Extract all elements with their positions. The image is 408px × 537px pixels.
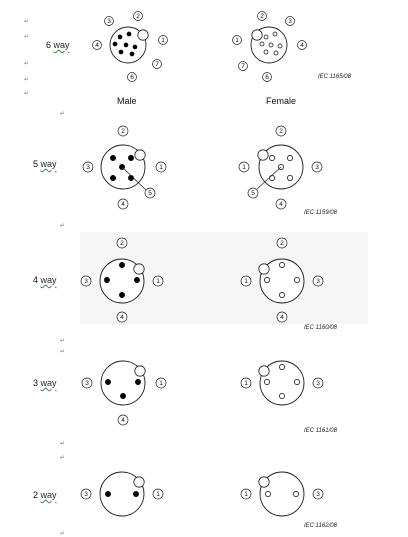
connector-keyway — [259, 264, 269, 274]
paragraph-mark: ↵ — [60, 454, 66, 461]
pin-number-text: 7 — [155, 61, 159, 69]
male-pin — [119, 292, 124, 297]
male-pin — [128, 175, 133, 180]
connector-keyway — [259, 477, 269, 487]
pin-number-text: 2 — [136, 13, 140, 21]
pin-number-text: 4 — [95, 42, 99, 50]
paragraph-mark: ↵ — [24, 90, 30, 97]
female-socket — [279, 292, 284, 297]
pin-number-text: 4 — [120, 314, 124, 322]
pin-number-text: 3 — [84, 278, 88, 286]
pin-number-text: 1 — [244, 380, 248, 388]
female-socket — [264, 277, 269, 282]
pin-number-text: 6 — [265, 74, 269, 82]
way-number: 5 — [33, 159, 39, 169]
connector-keyway — [135, 366, 145, 376]
iec-reference-6way: IEC 1165/08 — [318, 74, 351, 80]
paragraph-mark: ↵ — [24, 76, 30, 83]
male-connector-3way — [82, 361, 166, 425]
female-header: Female — [266, 96, 297, 106]
paragraph-mark: ↵ — [60, 110, 66, 117]
female-socket — [287, 155, 292, 160]
male-pin — [133, 45, 137, 49]
pin-number-text: 1 — [161, 37, 165, 45]
iec-reference-3way: IEC 1161/08 — [304, 428, 337, 434]
pin-number-text: 2 — [121, 128, 125, 136]
paragraph-mark: ↵ — [24, 33, 30, 40]
female-socket — [279, 364, 284, 369]
pin-number-text: 4 — [280, 314, 284, 322]
female-socket — [269, 43, 273, 47]
male-pin — [128, 155, 133, 160]
female-socket — [264, 379, 269, 384]
connector-keyway — [138, 30, 148, 40]
way-word: way — [40, 275, 57, 285]
iec-reference-2way: IEC 1162/08 — [304, 523, 337, 529]
male-pin — [118, 35, 122, 39]
way-number: 4 — [33, 275, 39, 285]
pin-number-text: 3 — [316, 380, 320, 388]
female-socket — [265, 491, 270, 496]
pin-number-text: 4 — [300, 42, 304, 50]
way-label-5 — [33, 159, 57, 169]
male-pin — [127, 32, 131, 36]
male-pin — [124, 43, 128, 47]
pin-number-text: 2 — [280, 240, 284, 248]
connector-keyway — [252, 30, 262, 40]
female-socket — [279, 262, 284, 267]
male-pin — [135, 379, 140, 384]
male-pin — [104, 277, 109, 282]
male-pin — [134, 277, 139, 282]
paragraph-mark: ↵ — [60, 222, 66, 229]
connector-keyway — [134, 477, 144, 487]
way-number: 6 — [46, 40, 52, 50]
pin-number-text: 3 — [315, 164, 319, 172]
pin-number-text: 1 — [156, 491, 160, 499]
pin-number-text: 6 — [130, 74, 134, 82]
female-socket — [274, 51, 278, 55]
male-pin — [110, 155, 115, 160]
female-socket — [264, 50, 268, 54]
male-pin — [119, 50, 123, 54]
male-pin — [133, 491, 138, 496]
male-pin — [130, 52, 134, 56]
male-pin — [113, 42, 117, 46]
male-pin — [105, 491, 110, 496]
pin-number-text: 3 — [107, 18, 111, 26]
way-number: 3 — [33, 378, 39, 388]
male-pin — [105, 379, 110, 384]
paragraph-mark: ↵ — [60, 440, 66, 447]
female-connector-6way — [233, 12, 307, 82]
male-pin — [110, 175, 115, 180]
male-header: Male — [117, 96, 137, 106]
pin-number-text: 1 — [244, 278, 248, 286]
pin-number-text: 2 — [279, 128, 283, 136]
pin-number-text: 1 — [159, 380, 163, 388]
paragraph-mark: ↵ — [24, 60, 30, 67]
female-socket — [287, 175, 292, 180]
iec-reference-5way: IEC 1159/08 — [304, 210, 337, 216]
female-socket — [293, 491, 298, 496]
way-word: way — [53, 40, 70, 50]
female-socket — [269, 175, 274, 180]
female-connector-2way — [241, 472, 323, 516]
connector-keyway — [258, 150, 268, 160]
female-socket — [294, 277, 299, 282]
way-label-6 — [46, 40, 70, 50]
way-word: way — [40, 159, 57, 169]
male-connector-5way — [83, 126, 166, 209]
way-label-2 — [33, 490, 57, 500]
pin-number-text: 4 — [121, 417, 125, 425]
pin-number-text: 2 — [260, 13, 264, 21]
pin-number-text: 5 — [251, 190, 255, 198]
pin-number-text: 4 — [279, 201, 283, 209]
pin-number-text: 1 — [159, 164, 163, 172]
connector-keyway — [259, 366, 269, 376]
paragraph-mark: ↵ — [24, 18, 30, 25]
male-pin — [119, 262, 124, 267]
way-word: way — [40, 378, 57, 388]
female-socket — [273, 32, 277, 36]
pin-number-text: 3 — [84, 491, 88, 499]
male-connector-2way — [81, 472, 163, 516]
pin-number-text: 3 — [316, 491, 320, 499]
pin-number-text: 1 — [156, 278, 160, 286]
female-socket — [269, 155, 274, 160]
female-connector-5way — [239, 126, 322, 209]
pin-number-text: 1 — [244, 491, 248, 499]
pin-number-text: 4 — [121, 201, 125, 209]
female-socket — [264, 35, 268, 39]
pin-number-text: 3 — [85, 380, 89, 388]
male-connector-6way — [93, 12, 168, 82]
pin-number-text: 7 — [241, 63, 245, 71]
female-connector-3way — [241, 361, 323, 405]
pin-number-text: 3 — [86, 164, 90, 172]
pin-number-text: 3 — [316, 278, 320, 286]
female-socket — [278, 44, 282, 48]
way-word: way — [40, 490, 57, 500]
way-label-4 — [33, 275, 57, 285]
pin-number-text: 1 — [242, 164, 246, 172]
pin-number-text: 2 — [120, 240, 124, 248]
pin-number-text: 5 — [148, 190, 152, 198]
female-socket — [294, 379, 299, 384]
iec-reference-4way: IEC 1160/08 — [304, 325, 337, 331]
female-socket — [279, 393, 284, 398]
paragraph-mark: ↵ — [60, 530, 66, 537]
male-pin — [120, 393, 125, 398]
connector-keyway — [134, 264, 144, 274]
female-socket — [260, 42, 264, 46]
paragraph-mark: ↵ — [60, 337, 66, 344]
paragraph-mark: ↵ — [60, 348, 66, 355]
connector-keyway — [135, 150, 145, 160]
pin-number-text: 1 — [235, 37, 239, 45]
way-number: 2 — [33, 490, 39, 500]
pin-number-text: 3 — [288, 18, 292, 26]
way-label-3 — [33, 378, 57, 388]
